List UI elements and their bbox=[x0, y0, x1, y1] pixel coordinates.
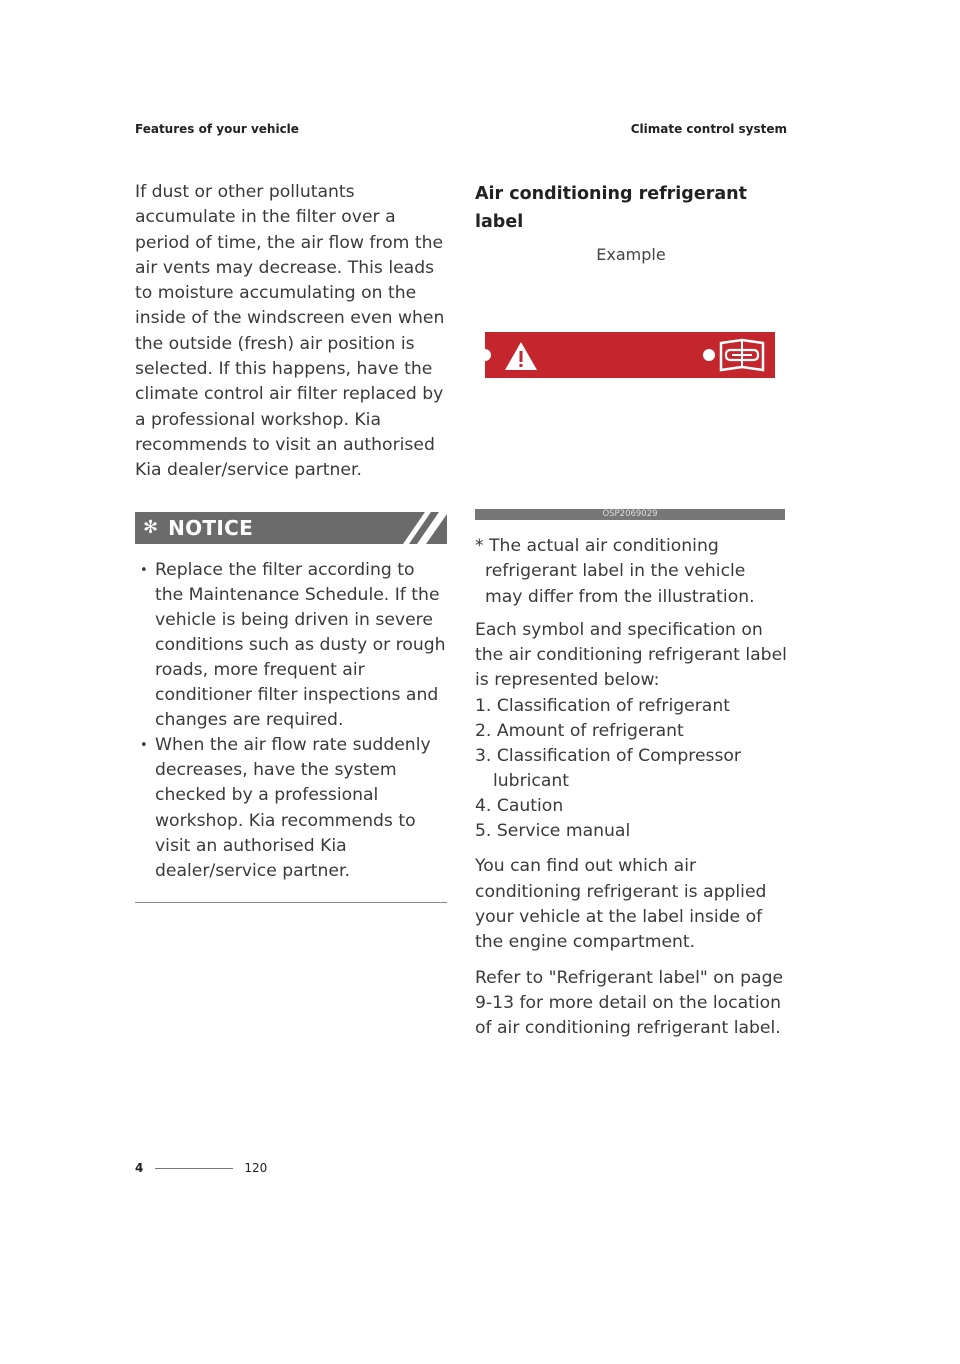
notice-end-rule bbox=[135, 902, 447, 903]
refrigerant-label-figure bbox=[475, 280, 787, 520]
notice-list bbox=[135, 558, 447, 884]
illustration-note: * The actual air conditioning refrigerant label in the vehicle may differ from the illustration. bbox=[475, 536, 755, 607]
list-item: 4. Caution bbox=[475, 796, 564, 817]
list-item: 2. Amount of refrigerant bbox=[475, 720, 684, 741]
intro-paragraph: If dust or other pollutants accumulate in the filter over a period of time, the air flow from the air vents may decrease. This leads to moisture accumulating on the inside of the windscreen even when the outside (fresh) air position is selected. If this happens, have the climate control air filter replaced by a professional workshop. Kia recommends to visit an authorised Kia dealer/service partner. bbox=[135, 182, 445, 481]
warning-triangle-icon bbox=[503, 340, 539, 372]
list-item: 3. Classification of Compressor lubricant bbox=[475, 745, 742, 792]
service-manual-icon bbox=[717, 337, 767, 373]
list-item: 1. Classification of refrigerant bbox=[475, 695, 730, 716]
notice-item: • When the air flow rate suddenly decreases, have the system checked by a professional workshop. Kia recommends to visit an authorised Kia dealer/service partner. bbox=[135, 733, 447, 884]
notice-item: • Replace the filter according to the Maintenance Schedule. If the vehicle is being driven in severe conditions such as dusty or rough roads, more frequent air conditioner filter inspections and changes are required. bbox=[135, 558, 447, 734]
symbol-list bbox=[475, 694, 787, 845]
diagonal-stripes-icon bbox=[403, 512, 447, 544]
label-marker-2 bbox=[703, 349, 715, 361]
header-section-title: Features of your vehicle bbox=[135, 122, 299, 136]
figure-code: OSP2069029 bbox=[475, 509, 785, 520]
notice-star-icon: ✻ bbox=[143, 517, 159, 539]
notice-title: NOTICE bbox=[168, 515, 254, 540]
page-number: 120 bbox=[244, 1161, 268, 1175]
reference-paragraph: Refer to "Refrigerant label" on page 9-13 for more detail on the location of air conditioning refrigerant label. bbox=[475, 967, 784, 1039]
left-column bbox=[135, 180, 447, 903]
refrigerant-label bbox=[485, 332, 775, 378]
page-footer bbox=[135, 1161, 267, 1175]
chapter-number: 4 bbox=[135, 1161, 144, 1175]
right-column bbox=[475, 180, 787, 1041]
notice-banner bbox=[135, 512, 447, 544]
label-marker-1 bbox=[479, 349, 491, 361]
section-title: Air conditioning refrigerant label bbox=[475, 184, 747, 232]
location-paragraph: You can find out which air conditioning refrigerant is applied your vehicle at the label inside of the engine compartment. bbox=[475, 856, 767, 953]
header-chapter-title: Climate control system bbox=[630, 122, 787, 136]
example-caption: Example bbox=[596, 245, 666, 264]
list-item: 5. Service manual bbox=[475, 821, 631, 842]
description-paragraph: Each symbol and specification on the air conditioning refrigerant label is represented below: bbox=[475, 619, 787, 691]
footer-divider bbox=[155, 1168, 233, 1169]
